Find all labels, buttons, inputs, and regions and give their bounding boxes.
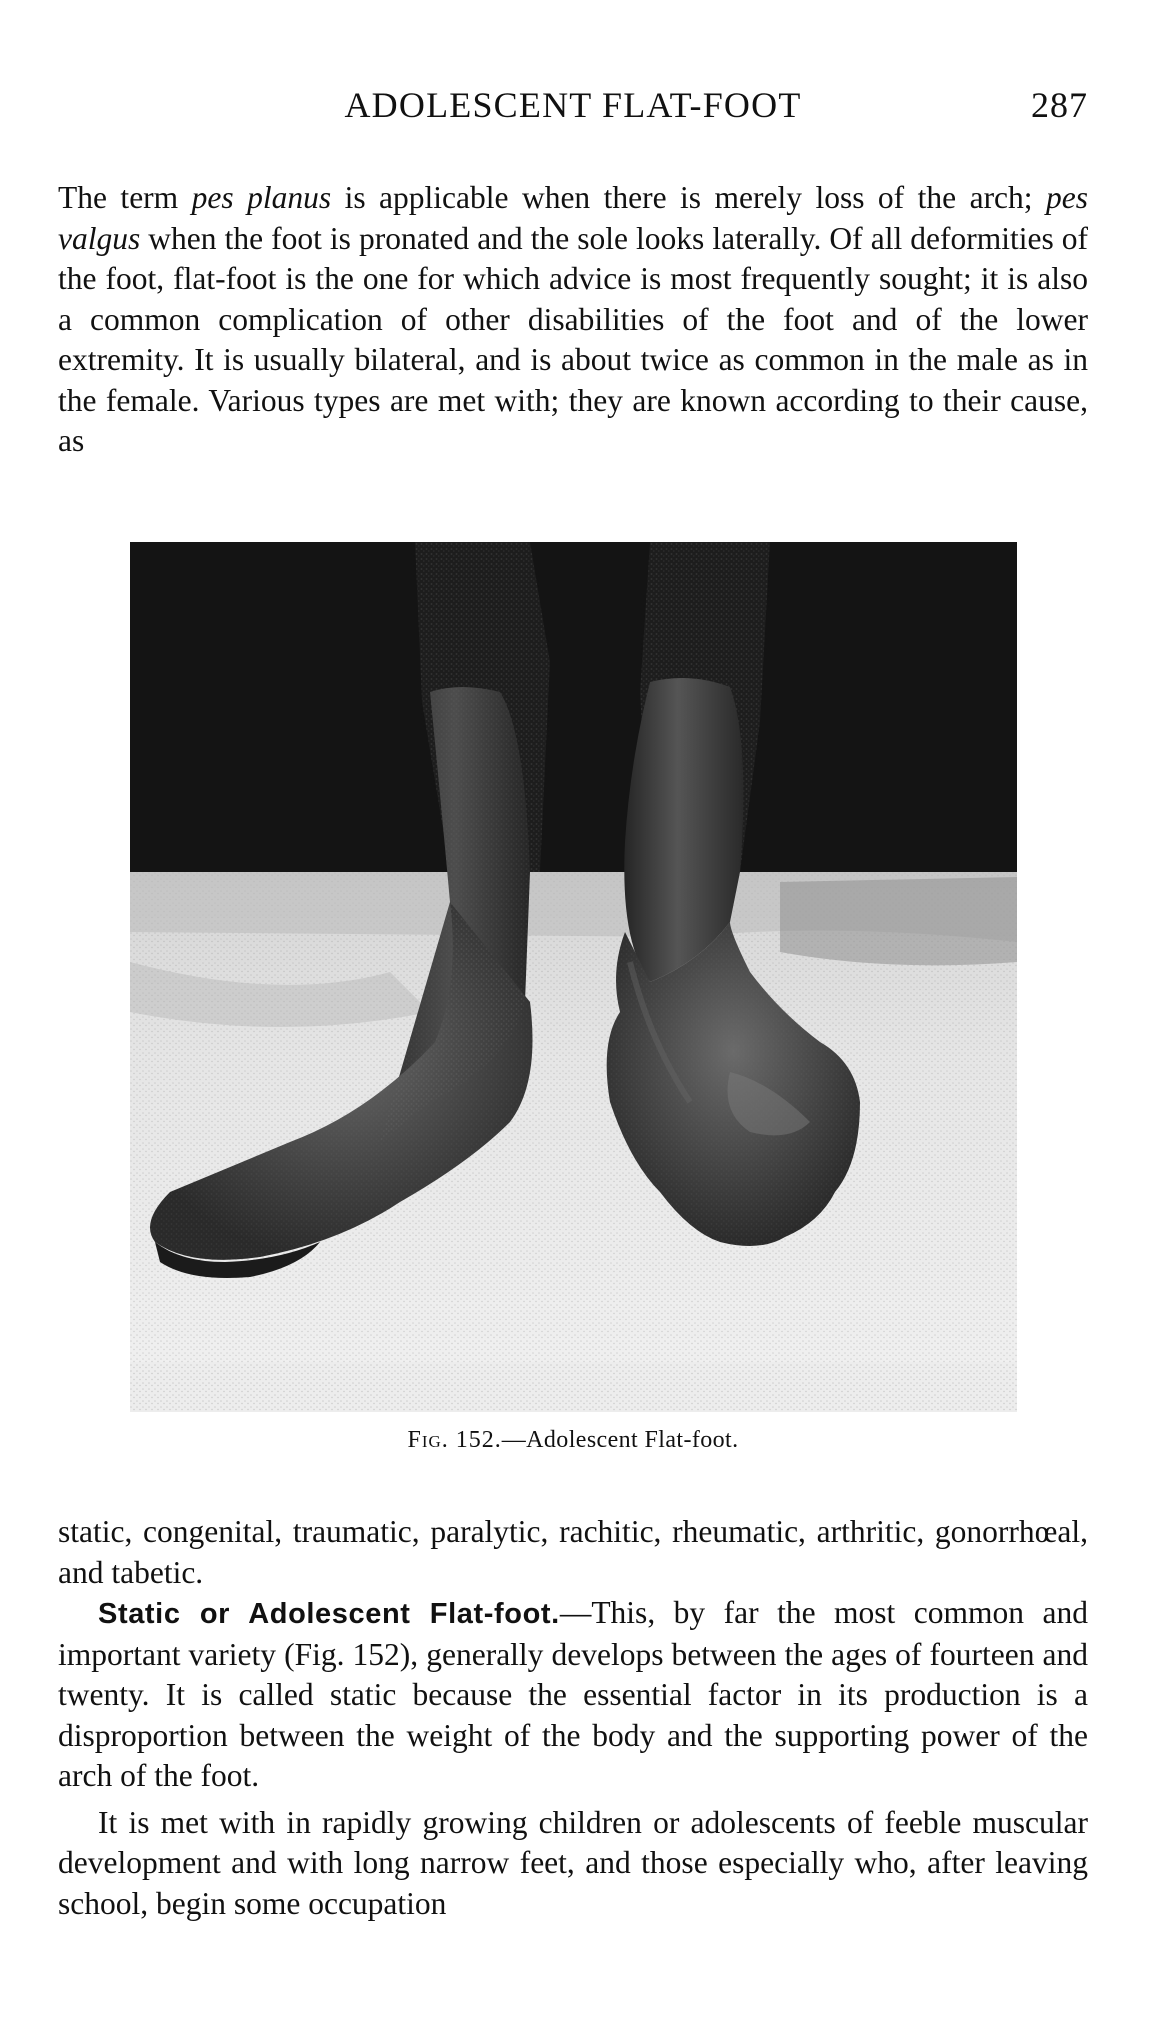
figure-caption-text: —Adolescent Flat-foot. [501, 1427, 739, 1453]
page-number: 287 [1031, 85, 1088, 125]
term-pes-planus: pes planus [191, 180, 332, 215]
paragraph-static-text: —This, by far the most common and important variety (Fig. 152), generally develops between the ages of fourteen and twenty. It is called static because the essential factor in its production is a disproportion between the weight of the body and the supporting power of the arch of the foot. [58, 1595, 1088, 1793]
paragraph-occurrence: It is met with in rapidly growing children or adolescents of feeble muscular development and with long narrow feet, and those especially who, after leaving school, begin some occupation [58, 1804, 1088, 1921]
upper-text-block [58, 178, 1088, 462]
lower-text-block [58, 1512, 1088, 1924]
figure-label: Fig. 152. [407, 1427, 502, 1453]
paragraph-intro-text-2: is applicable when there is merely loss of the arch; [331, 180, 1047, 215]
paragraph-intro-continuation: static, congenital, traumatic, paralytic, rachitic, rheumatic, arthritic, gonorrhœal, and tabetic. [58, 1514, 1088, 1590]
figure-photograph [130, 542, 1017, 1412]
figure-caption [58, 1424, 1088, 1456]
paragraph-static-flat-foot [58, 1593, 1088, 1797]
page-header [58, 82, 1088, 132]
flat-foot-photograph [130, 542, 1017, 1412]
section-run-head: Static or Adolescent Flat-foot. [98, 1598, 560, 1630]
paragraph-intro-text-3: when the foot is pronated and the sole looks laterally. Of all deformities of the foot, flat-foot is the one for which advice is most frequently sought; it is also a common complication of other disabilities of the foot and of the lower extremity. It is usually bilateral, and is about twice as common in the male as in the female. Various types are met with; they are known according to their cause, as [58, 220, 1088, 458]
running-title: ADOLESCENT FLAT-FOOT [344, 85, 802, 125]
paragraph-intro-text-1: The term [58, 180, 192, 215]
term-pes-valgus: pes valgus [58, 180, 1089, 256]
paragraph-intro [58, 178, 1088, 462]
